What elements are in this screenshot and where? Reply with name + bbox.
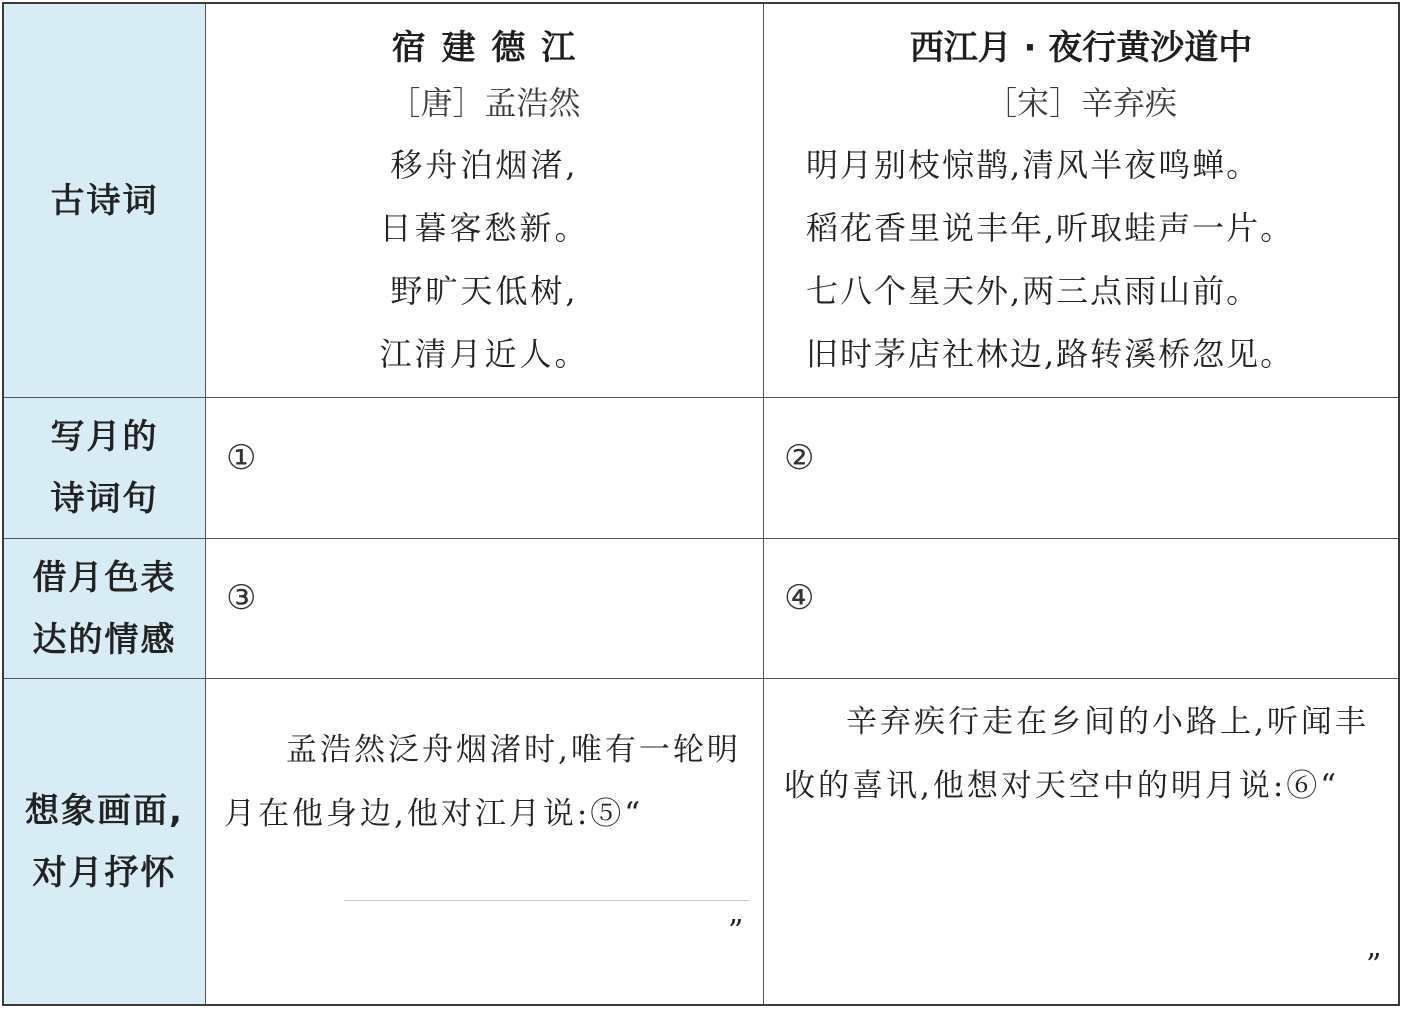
worksheet-table (2, 2, 1400, 1006)
row-label-emotion-1: 借月色表 (32, 557, 177, 598)
poem-left-line: 江清月近人。 (379, 335, 590, 373)
poem-right-line: 七八个星天外,两三点雨山前。 (806, 272, 1261, 310)
row-divider (4, 397, 1398, 398)
poem-left-author: ［唐］孟浩然 (388, 84, 581, 122)
poem-right-line: 旧时茅店社林边,路转溪桥忽见。 (806, 335, 1295, 373)
poem-left-title: 宿 建 德 江 (391, 28, 578, 68)
prompt-right-close-quote: ” (1366, 948, 1382, 983)
prompt-left-close-quote: ” (728, 914, 744, 949)
answer-marker-3: ③ (226, 578, 257, 618)
row-label-moon-lines-1: 写月的 (50, 417, 159, 457)
poem-right (764, 4, 1398, 397)
row-label-moon-lines-2: 诗词句 (50, 479, 159, 519)
row-label-imagine-2: 对月抒怀 (32, 852, 177, 893)
answer-marker-1: ① (226, 438, 257, 478)
answer-blank-5 (344, 900, 749, 901)
row-label-emotion-2: 达的情感 (32, 619, 177, 660)
prompt-left: 孟浩然泛舟烟渚时,唯有一轮明月在他身边,他对江月说:⑤“ (224, 732, 741, 832)
row-label-emotion (4, 539, 205, 678)
poem-right-title: 西江月 · 夜行黄沙道中 (909, 28, 1253, 68)
answer-marker-2: ② (784, 438, 815, 478)
prompt-right: 辛弃疾行走在乡间的小路上,听闻丰收的喜讯,他想对天空中的明月说:⑥“ (784, 704, 1369, 804)
row-divider (4, 538, 1398, 539)
row-label-poem-text: 古诗词 (50, 180, 159, 221)
poem-left (206, 4, 763, 397)
poem-right-author: ［宋］辛弃疾 (984, 84, 1177, 122)
answer-marker-4: ④ (784, 578, 815, 618)
poem-right-line: 稻花香里说丰年,听取蛙声一片。 (806, 209, 1295, 247)
row-divider (4, 678, 1398, 679)
poem-left-line: 日暮客愁新。 (379, 209, 590, 247)
row-label-moon-lines (4, 398, 205, 538)
poem-left-line: 移舟泊烟渚, (390, 146, 579, 184)
row-label-imagine-1: 想象画面, (25, 790, 184, 831)
poem-left-line: 野旷天低树, (390, 272, 579, 310)
row-label-imagine (4, 679, 205, 1004)
poem-right-line: 明月别枝惊鹊,清风半夜鸣蝉。 (806, 146, 1261, 184)
row-label-poem (4, 4, 205, 397)
